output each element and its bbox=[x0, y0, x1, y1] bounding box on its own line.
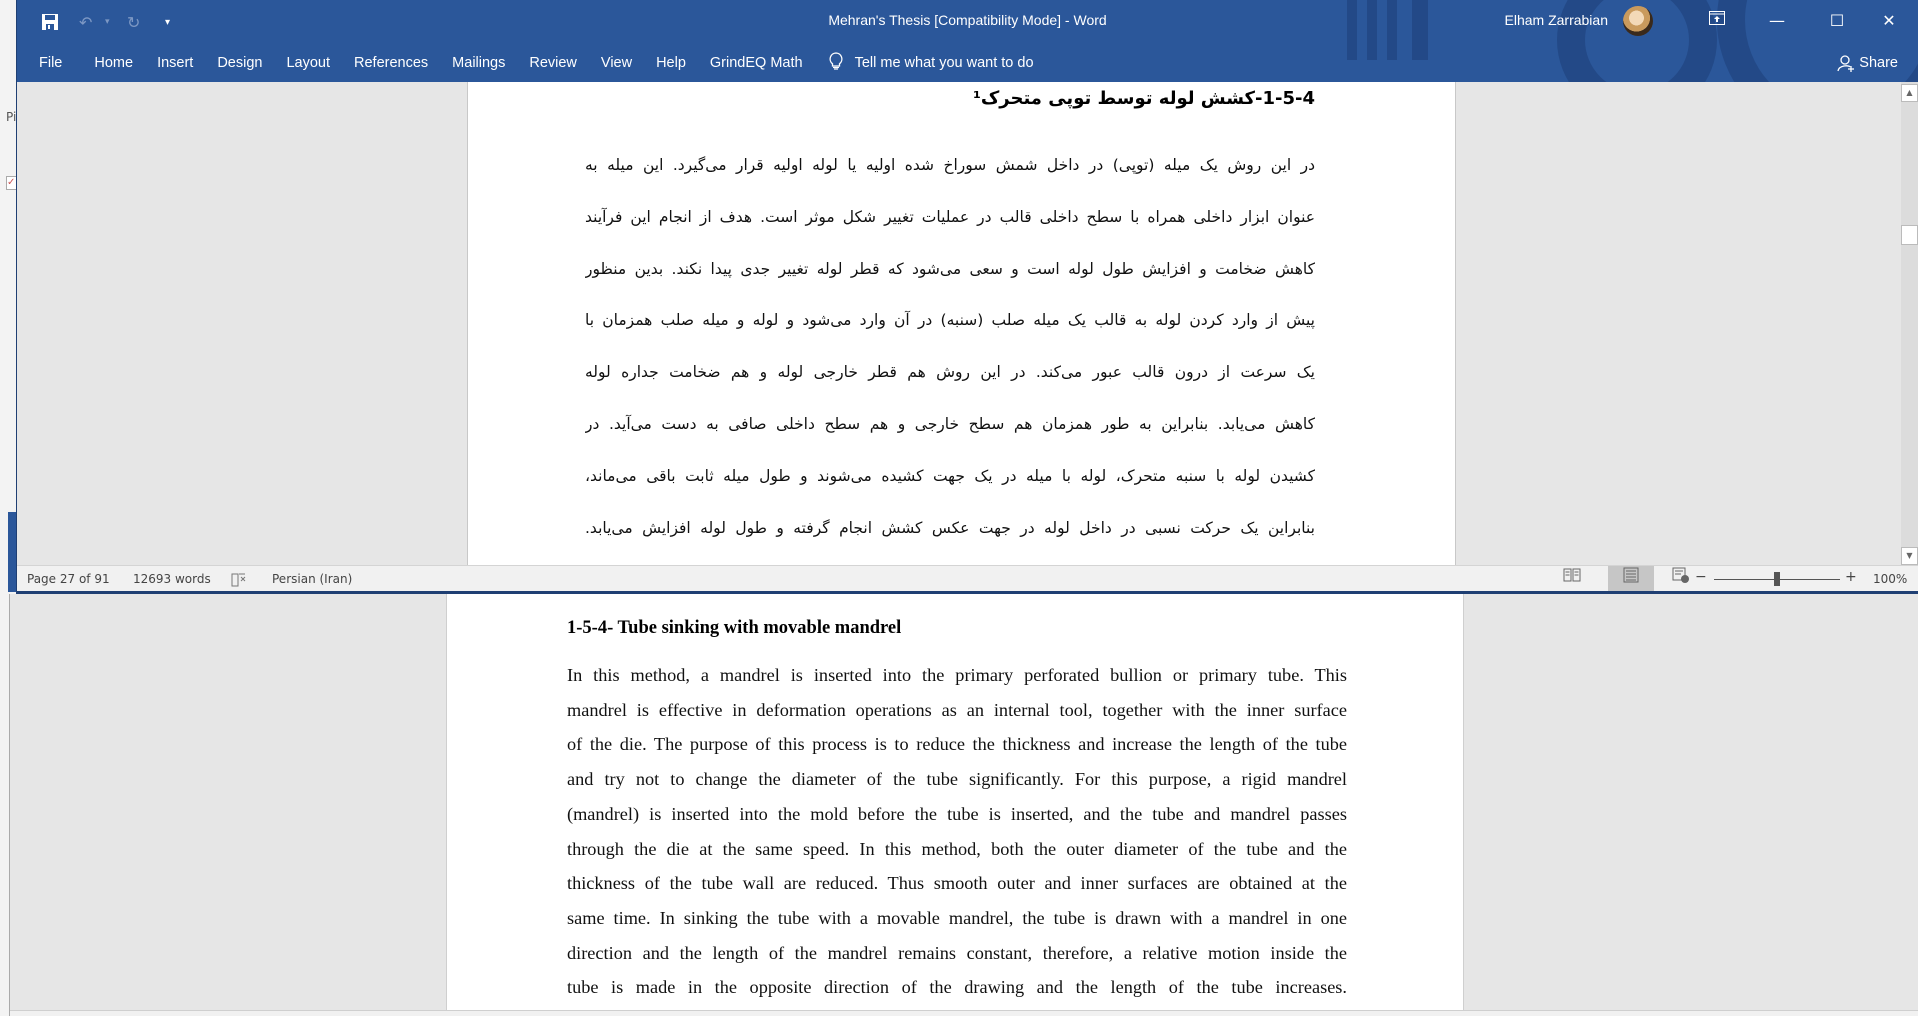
customize-qat-icon[interactable]: ▾ bbox=[165, 16, 171, 28]
minimize-button[interactable]: — bbox=[1769, 11, 1785, 30]
print-layout-icon bbox=[1622, 567, 1640, 583]
tab-layout[interactable]: Layout bbox=[286, 55, 331, 71]
language-indicator[interactable]: Persian (Iran) bbox=[272, 572, 353, 586]
scroll-down-icon[interactable]: ▼ bbox=[1901, 547, 1918, 565]
tab-mailings[interactable]: Mailings bbox=[452, 55, 506, 71]
document-page[interactable] bbox=[467, 82, 1456, 565]
paragraph-line: بنابراین یک حرکت نسبی در داخل لوله در جهت عکس کشش انجام گرفته و طول لوله افزایش می‌یابد. bbox=[585, 518, 1315, 537]
titlebar-pattern bbox=[1367, 0, 1377, 60]
vertical-scrollbar[interactable] bbox=[1901, 82, 1918, 565]
paragraph-line: کاهش ضخامت و افزایش طول لوله است و سعی می‌شود که قطر لوله تغییر جدی پیدا نکند. بدین منظور bbox=[585, 259, 1315, 278]
window-title: Mehran's Thesis [Compatibility Mode] - Word bbox=[828, 12, 1107, 28]
paragraph-line: of the die. The purpose of this process is to reduce the thickness and increase the length of the tube bbox=[567, 734, 1347, 755]
status-bar bbox=[17, 565, 1918, 591]
paragraph-line: through the die at the same speed. In this method, both the outer diameter of the tube and the bbox=[567, 838, 1347, 859]
tell-me-label: Tell me what you want to do bbox=[854, 55, 1034, 71]
tab-review[interactable]: Review bbox=[529, 55, 577, 71]
tell-me-search[interactable] bbox=[829, 52, 1034, 75]
tab-file[interactable]: File bbox=[39, 55, 63, 71]
zoom-slider-thumb[interactable] bbox=[1774, 572, 1780, 586]
page-indicator[interactable]: Page 27 of 91 bbox=[27, 572, 110, 586]
read-mode-icon bbox=[1563, 567, 1581, 583]
background-window-fragment: Pi bbox=[6, 110, 17, 124]
paragraph-line: tube is made in the opposite direction of the drawing and the length of the tube increases. bbox=[567, 977, 1347, 998]
titlebar-pattern bbox=[1412, 0, 1428, 60]
paragraph-line: thickness of the tube wall are reduced. Thus smooth outer and inner surfaces are obtained at the bbox=[567, 873, 1347, 894]
share-person-icon bbox=[1837, 54, 1855, 72]
zoom-in-button[interactable]: + bbox=[1845, 569, 1857, 585]
section-heading: 1-5-4- Tube sinking with movable mandrel bbox=[567, 618, 902, 638]
paragraph-line: same time. In sinking the tube with a movable mandrel, the tube is drawn with a mandrel in one bbox=[567, 907, 1347, 928]
maximize-button[interactable]: ☐ bbox=[1829, 11, 1845, 30]
section-heading: 1-5-4-کشش لوله توسط توپی متحرک¹ bbox=[972, 88, 1315, 109]
paragraph-line: عنوان ابزار داخلی همراه با سطح داخلی قالب در عملیات تغییر شکل موثر است. هدف از انجام این فرآیند bbox=[585, 207, 1315, 226]
scrollbar-thumb[interactable] bbox=[1901, 225, 1918, 245]
proofing-icon[interactable] bbox=[231, 572, 249, 592]
tab-help[interactable]: Help bbox=[656, 55, 686, 71]
background-status-bar bbox=[10, 1010, 1918, 1016]
undo-dropdown-icon[interactable]: ▾ bbox=[105, 17, 110, 27]
paragraph-line: کشیدن لوله با سنبه متحرک، لوله با میله در یک جهت کشیده می‌شوند و طول میله ثابت باقی می‌ماند، bbox=[585, 466, 1315, 485]
zoom-out-button[interactable]: − bbox=[1695, 569, 1707, 585]
share-button[interactable] bbox=[1837, 54, 1898, 72]
paragraph-line: and try not to change the diameter of the tube significantly. For this purpose, a rigid mandrel bbox=[567, 769, 1347, 790]
paragraph-line: پیش از وارد کردن لوله به قالب یک میله صلب (سنبه) در آن وارد می‌شود و لوله و میله صلب همزمان با bbox=[585, 311, 1315, 330]
lightbulb-icon bbox=[829, 52, 843, 75]
paragraph-line: کاهش می‌یابد. بنابراین به طور همزمان هم سطح خارجی و هم سطح داخلی صافی به دست می‌آید. در bbox=[585, 414, 1315, 433]
word-count[interactable]: 12693 words bbox=[133, 572, 211, 586]
titlebar-pattern bbox=[1387, 0, 1397, 60]
tab-home[interactable]: Home bbox=[94, 55, 134, 71]
background-checkbox-fragment: ✓ bbox=[6, 176, 18, 190]
document-page[interactable] bbox=[446, 594, 1464, 1010]
paragraph-line: direction and the length of the mandrel remains constant, therefore, a relative motion inside the bbox=[567, 942, 1347, 963]
redo-icon[interactable]: ↻ bbox=[127, 12, 141, 32]
titlebar-pattern bbox=[1347, 0, 1357, 60]
avatar[interactable] bbox=[1623, 6, 1653, 36]
print-layout-button[interactable] bbox=[1608, 566, 1654, 592]
read-mode-button[interactable] bbox=[1549, 566, 1595, 592]
user-name[interactable]: Elham Zarrabian bbox=[1504, 12, 1608, 28]
tab-insert[interactable]: Insert bbox=[157, 55, 194, 71]
ribbon-display-icon bbox=[1709, 11, 1725, 25]
body-paragraph[interactable] bbox=[567, 658, 1347, 1005]
title-bar bbox=[17, 0, 1918, 82]
background-word-window[interactable] bbox=[9, 594, 1918, 1016]
word-window bbox=[16, 0, 1918, 594]
zoom-level[interactable]: 100% bbox=[1873, 572, 1908, 586]
share-label: Share bbox=[1859, 55, 1898, 71]
tab-view[interactable]: View bbox=[600, 55, 633, 71]
body-paragraph[interactable] bbox=[585, 140, 1315, 554]
close-button[interactable]: ✕ bbox=[1882, 11, 1896, 30]
tab-design[interactable]: Design bbox=[217, 55, 263, 71]
paragraph-line: در این روش یک میله (توپی) در داخل شمش سوراخ شده اولیه یا لوله اولیه قرار می‌گیرد. این میله به bbox=[585, 156, 1315, 174]
tab-references[interactable]: References bbox=[354, 55, 429, 71]
ribbon-tabs bbox=[17, 50, 1034, 76]
ribbon-display-options-button[interactable] bbox=[1694, 6, 1740, 36]
paragraph-line: In this method, a mandrel is inserted into the primary perforated bullion or primary tube. This bbox=[567, 665, 1347, 685]
paragraph-line: (mandrel) is inserted into the mold before the tube is inserted, and the tube and mandrel passes bbox=[567, 803, 1347, 824]
scroll-up-icon[interactable]: ▲ bbox=[1901, 84, 1918, 102]
tab-grindeq-math[interactable]: GrindEQ Math bbox=[709, 55, 803, 71]
web-layout-icon bbox=[1672, 567, 1690, 583]
paragraph-line: یک سرعت از درون قالب عبور می‌کند. در این روش هم قطر خارجی لوله و هم ضخامت جداره لوله bbox=[585, 363, 1315, 382]
background-window-edge bbox=[8, 512, 16, 592]
paragraph-line: mandrel is effective in deformation operations as an internal tool, together with the inner surface bbox=[567, 699, 1347, 720]
undo-icon[interactable]: ↶ bbox=[79, 12, 93, 32]
document-area bbox=[17, 82, 1918, 565]
